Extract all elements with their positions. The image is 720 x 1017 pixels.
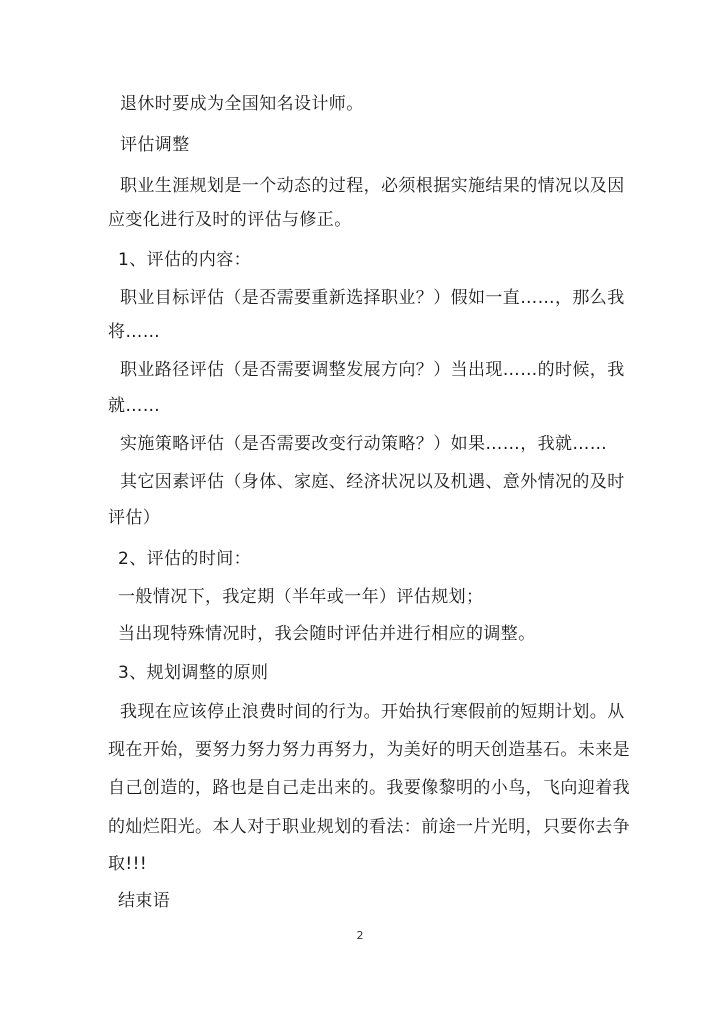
text-line: 应变化进行及时的评估与修正。 bbox=[108, 210, 352, 230]
text-line: 自己创造的，路也是自己走出来的。我要像黎明的小鸟，飞向迎着我 bbox=[108, 778, 630, 798]
list-heading: 2、评估的时间： bbox=[118, 549, 252, 569]
text-line: 现在开始，要努力努力努力再努力，为美好的明天创造基石。未来是 bbox=[108, 740, 630, 760]
page-number: 2 bbox=[356, 929, 364, 942]
list-heading: 1、评估的内容： bbox=[118, 250, 252, 270]
text-line: 评估） bbox=[108, 508, 161, 528]
text-line: 实施策略评估（是否需要改变行动策略？）如果……，我就…… bbox=[120, 434, 608, 454]
text-line: 的灿烂阳光。本人对于职业规划的看法：前途一片光明，只要你去争 bbox=[108, 817, 630, 837]
text-line: 就…… bbox=[108, 396, 161, 416]
section-heading: 结束语 bbox=[118, 891, 171, 911]
text-line: 其它因素评估（身体、家庭、经济状况以及机遇、意外情况的及时 bbox=[120, 472, 625, 492]
text-line: 职业生涯规划是一个动态的过程，必须根据实施结果的情况以及因 bbox=[120, 176, 625, 196]
section-heading: 评估调整 bbox=[120, 135, 190, 155]
text-line: 当出现特殊情况时，我会随时评估并进行相应的调整。 bbox=[118, 624, 536, 644]
text-line: 职业路径评估（是否需要调整发展方向？）当出现……的时候，我 bbox=[120, 360, 625, 380]
text-line: 退休时要成为全国知名设计师。 bbox=[120, 94, 364, 114]
list-heading: 3、规划调整的原则 bbox=[118, 663, 269, 683]
text-line: 取!!! bbox=[108, 854, 148, 874]
text-line: 一般情况下，我定期（半年或一年）评估规划； bbox=[118, 587, 484, 607]
text-line: 将…… bbox=[108, 322, 161, 342]
text-line: 我现在应该停止浪费时间的行为。开始执行寒假前的短期计划。从 bbox=[120, 702, 625, 722]
text-line: 职业目标评估（是否需要重新选择职业？）假如一直……，那么我 bbox=[120, 288, 625, 308]
